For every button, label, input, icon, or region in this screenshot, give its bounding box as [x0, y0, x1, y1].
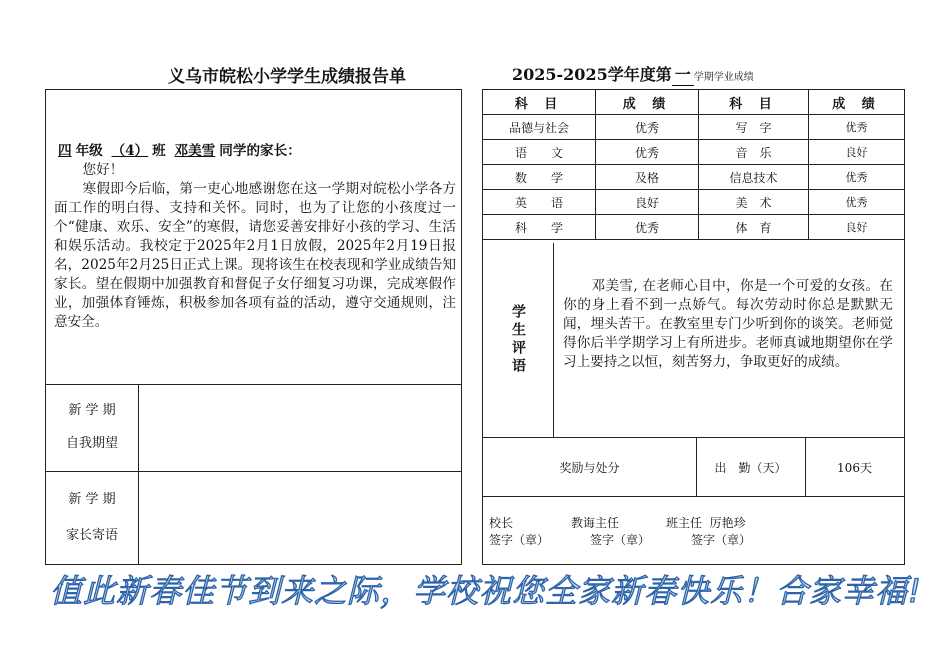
new-year-greeting-banner: 值此新春佳节到来之际，学校祝您全家新春快乐！合家幸福! — [50, 572, 922, 610]
semester-number: 一 — [672, 62, 694, 86]
subject-cell: 体 育 — [699, 215, 809, 240]
grade-label: 年级 — [75, 143, 103, 159]
student-name: 邓美雪 — [174, 143, 216, 159]
school-year-title — [512, 62, 754, 86]
reward-attendance-row — [483, 437, 904, 497]
grades-panel — [482, 89, 905, 565]
signature-block — [489, 515, 751, 549]
semester-suffix: 学期学业成绩 — [693, 72, 754, 83]
table-row — [483, 215, 905, 240]
salutation-tail: 同学的家长： — [219, 143, 301, 159]
principal-label: 校长 — [489, 516, 514, 530]
attendance-label: 出 勤（天） — [714, 460, 787, 475]
table-row — [483, 165, 905, 190]
subject-cell: 写 字 — [699, 115, 809, 140]
subject-cell: 数 学 — [483, 165, 596, 190]
score-cell: 良好 — [809, 215, 905, 240]
grade-value: 四 — [58, 143, 72, 159]
dean-sign: 签字（章） — [590, 533, 651, 547]
table-row — [483, 190, 905, 215]
score-cell: 优秀 — [809, 115, 905, 140]
teacher-name: 厉艳珍 — [709, 516, 746, 530]
header-subject: 科 目 — [483, 90, 596, 115]
class-value: （4） — [111, 143, 149, 159]
grades-table — [482, 89, 905, 240]
score-cell: 良好 — [809, 140, 905, 165]
subject-cell: 品德与社会 — [483, 115, 596, 140]
header-score: 成 绩 — [596, 90, 699, 115]
score-cell: 优秀 — [809, 190, 905, 215]
report-title: 义乌市皖松小学学生成绩报告单 — [168, 67, 406, 87]
comment-label-text: 学生评语 — [510, 304, 526, 376]
school-year: 2025-2025学年度第 — [512, 65, 672, 84]
class-label: 班 — [152, 143, 166, 159]
score-cell: 优秀 — [596, 215, 699, 240]
score-cell: 良好 — [596, 190, 699, 215]
teacher-label: 班主任 — [666, 516, 703, 530]
table-row — [483, 115, 905, 140]
score-cell: 优秀 — [596, 115, 699, 140]
subject-cell: 语 文 — [483, 140, 596, 165]
table-header-row — [483, 90, 905, 115]
score-cell: 优秀 — [809, 165, 905, 190]
score-cell: 及格 — [596, 165, 699, 190]
subject-cell: 信息技术 — [699, 165, 809, 190]
principal-sign: 签字（章） — [489, 533, 550, 547]
letter-salutation — [54, 142, 456, 161]
subject-cell: 音 乐 — [699, 140, 809, 165]
divider — [46, 384, 461, 385]
attendance-value: 106天 — [837, 460, 872, 475]
header-subject: 科 目 — [699, 90, 809, 115]
parent-letter-panel — [45, 89, 462, 565]
subject-cell: 美 术 — [699, 190, 809, 215]
subject-cell: 科 学 — [483, 215, 596, 240]
expectation-label-2: 自我期望 — [65, 436, 118, 451]
teacher-sign: 签字（章） — [691, 533, 752, 547]
table-row — [483, 140, 905, 165]
parent-note-label-2: 家长寄语 — [65, 528, 118, 543]
student-comment: 邓美雪, 在老师心目中，你是一个可爱的女孩。在你的身上看不到一点娇气。每次劳动时你总是默默无闻，埋头苦干。在教室里专门少听到你的谈笑。老师觉得你后半学期学习上有所进步。老师真诚地期望你在学习上要持之以恒，刻苦努力，争取更好的成绩。 — [563, 278, 893, 370]
subject-cell: 英 语 — [483, 190, 596, 215]
divider — [138, 384, 139, 564]
expectation-label-1: 新 学 期 — [68, 403, 116, 418]
letter-greeting: 您好！ — [82, 162, 124, 178]
comment-label — [483, 243, 554, 437]
parent-letter — [54, 142, 456, 332]
parent-note-label-1: 新 学 期 — [68, 492, 116, 507]
score-cell: 优秀 — [596, 140, 699, 165]
header-score: 成 绩 — [809, 90, 905, 115]
divider — [46, 471, 461, 472]
letter-body: 寒假即今后临，第一吏心地感谢您在这一学期对皖松小学各方面工作的明白得、支持和关怀。同时，也为了让您的小孩度过一个“健康、欢乐、安全”的寒假，请您妥善安排好小孩的学习、生活和娱乐活动。我校定于2025年2月1日放假，2025年2月19日报名，2025年2月25日正式上课。现将该生在校表现和学业成绩告知家长。望在假期中加强教育和督促子女仔细复习功课，完成寒假作业，加强体育锤炼，积极参加各项有益的活动，遵守交通规则，注意安全。 — [54, 181, 456, 330]
reward-label: 奖励与处分 — [559, 460, 620, 475]
dean-label: 教诲主任 — [571, 516, 620, 530]
